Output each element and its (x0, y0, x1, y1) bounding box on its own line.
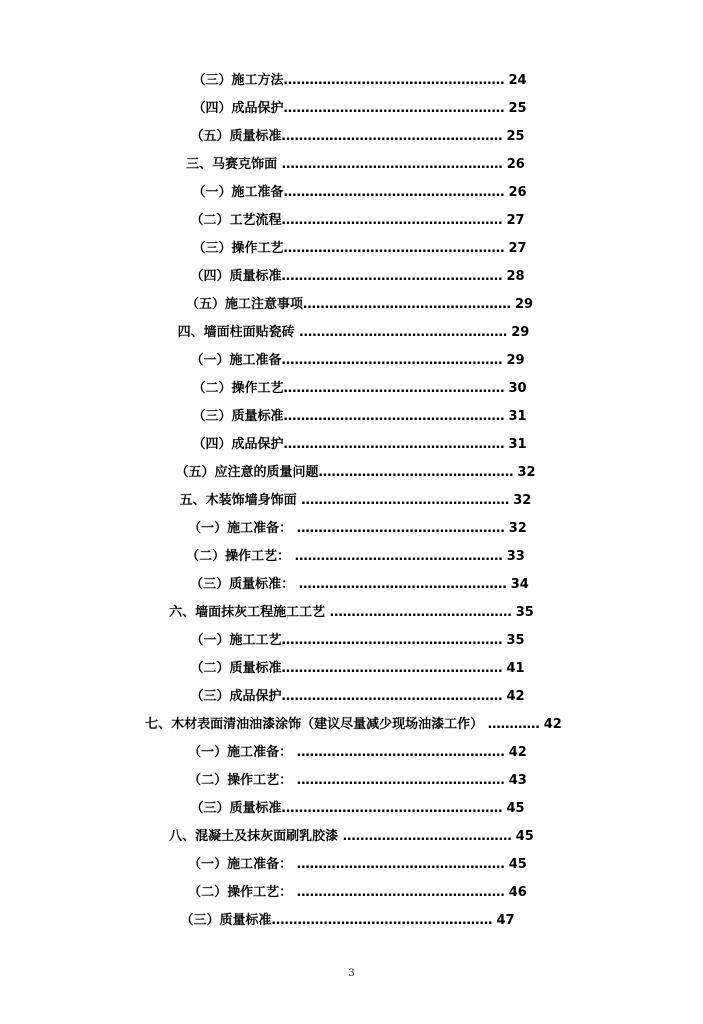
toc-entry[interactable] (0, 571, 703, 599)
toc-entry-title: （二）质量标准 (190, 661, 282, 676)
toc-entry-line (192, 403, 526, 431)
toc-entry-page: 33 (506, 549, 525, 564)
toc-entry-line (190, 123, 524, 151)
toc-entry-leader: …………………………………………… (283, 185, 505, 200)
toc-entry-title: （三）操作工艺 (192, 241, 284, 256)
toc-entry[interactable] (0, 95, 703, 123)
toc-entry-page: 29 (514, 297, 534, 312)
toc-entry-page: 31 (508, 409, 527, 424)
toc-entry[interactable] (0, 599, 703, 627)
toc-entry-line (192, 179, 526, 207)
toc-entry-page: 42 (506, 689, 525, 704)
toc-entry-line (188, 739, 527, 767)
toc-entry[interactable] (0, 347, 703, 375)
toc-entry-page: 42 (543, 717, 562, 732)
toc-entry-page: 30 (508, 381, 527, 396)
toc-entry-leader: …………………………………………… (277, 157, 503, 172)
toc-entry-title: （三）质量标准 (190, 801, 282, 816)
toc-entry-line (186, 151, 525, 179)
toc-entry-page: 32 (513, 493, 532, 508)
toc-entry-title: （三）施工方法 (192, 73, 284, 88)
table-of-contents (0, 67, 703, 935)
toc-entry[interactable] (0, 907, 703, 935)
toc-entry[interactable] (0, 851, 703, 879)
toc-entry-line (192, 95, 526, 123)
toc-entry-title: （三）质量标准 (180, 913, 272, 928)
toc-entry-page: 47 (496, 913, 515, 928)
toc-entry-leader: …………………………………………… (281, 353, 503, 368)
toc-entry-leader: …………………………………………… (281, 689, 503, 704)
toc-entry-title: （二）工艺流程 (190, 213, 282, 228)
toc-entry-line (169, 599, 534, 627)
toc-entry-leader: ………………………………………… (296, 493, 510, 508)
toc-entry-title: （一）施工准备 (192, 185, 284, 200)
toc-entry-page: 25 (506, 129, 525, 144)
toc-entry-leader: ………………………………………… (292, 857, 505, 872)
toc-entry[interactable] (0, 795, 703, 823)
toc-entry[interactable] (0, 123, 703, 151)
toc-entry-title: （一）施工工艺 (190, 633, 282, 648)
toc-entry[interactable] (0, 151, 703, 179)
toc-entry-title: （一）施工准备： (188, 745, 293, 760)
toc-entry-title: （二）操作工艺 (192, 381, 284, 396)
toc-entry-line (192, 67, 526, 95)
toc-entry-line (188, 767, 527, 795)
toc-entry-line (178, 319, 530, 347)
toc-entry-title: 七、木材表面清油油漆涂饰（建议尽量减少现场油漆工作） (145, 717, 484, 732)
toc-entry-title: （三）质量标准 (192, 409, 284, 424)
toc-entry-leader: …………………………………………… (283, 101, 505, 116)
toc-entry-leader: …………………………………………… (283, 73, 505, 88)
toc-entry-leader: ………………………………………… (292, 773, 505, 788)
toc-entry-title: （三）质量标准： (190, 577, 295, 592)
toc-entry[interactable] (0, 207, 703, 235)
toc-entry-title: （五）质量标准 (190, 129, 282, 144)
toc-entry-page: 26 (508, 185, 527, 200)
toc-entry[interactable] (0, 823, 703, 851)
toc-entry-line (190, 347, 524, 375)
toc-entry-page: 27 (508, 241, 527, 256)
toc-entry-line (192, 235, 526, 263)
toc-entry-leader: ………………………………… (338, 829, 512, 844)
toc-entry-line (190, 683, 524, 711)
toc-entry-line (190, 571, 529, 599)
toc-entry-title: （一）施工准备： (188, 857, 293, 872)
toc-entry[interactable] (0, 515, 703, 543)
toc-entry-page: 27 (506, 213, 525, 228)
toc-entry-title: 六、墙面抹灰工程施工工艺 (169, 605, 326, 620)
toc-entry[interactable] (0, 459, 703, 487)
toc-entry-page: 35 (506, 633, 525, 648)
toc-entry-page: 45 (515, 829, 534, 844)
toc-entry-line (180, 487, 532, 515)
toc-entry-leader: …………………………………………… (283, 409, 505, 424)
toc-entry-leader: ………… (483, 717, 540, 732)
toc-entry-page: 32 (517, 465, 536, 480)
toc-entry-line (190, 795, 524, 823)
toc-entry[interactable] (0, 543, 703, 571)
toc-entry-leader: …………………………………………… (281, 801, 503, 816)
toc-entry-line (190, 263, 524, 291)
toc-entry-leader: …………………………………………… (283, 437, 505, 452)
toc-entry-leader: …………………………………………… (283, 381, 505, 396)
toc-entry[interactable] (0, 375, 703, 403)
toc-entry-line (186, 291, 533, 319)
toc-entry[interactable] (0, 711, 703, 739)
toc-entry-title: （四）成品保护 (192, 437, 284, 452)
toc-entry-title: （一）施工准备： (188, 521, 293, 536)
toc-entry-leader: …………………………………………… (281, 213, 503, 228)
toc-entry-page: 42 (508, 745, 527, 760)
toc-entry-leader: ………………………………………… (302, 297, 511, 312)
toc-entry-line (190, 627, 524, 655)
page-number: 3 (348, 968, 355, 979)
toc-entry-line (169, 823, 534, 851)
toc-entry-leader: …………………………………………… (283, 241, 505, 256)
toc-entry-title: （二）操作工艺： (188, 885, 293, 900)
toc-entry-title: 五、木装饰墙身饰面 (179, 493, 297, 508)
toc-entry-page: 31 (508, 437, 527, 452)
toc-entry[interactable] (0, 291, 703, 319)
toc-entry-page: 46 (508, 885, 527, 900)
toc-entry-leader: …………………………………………… (271, 913, 493, 928)
toc-entry-page: 41 (506, 661, 525, 676)
toc-entry[interactable] (0, 487, 703, 515)
toc-entry-page: 25 (508, 101, 527, 116)
toc-entry-title: （五）施工注意事项 (185, 297, 303, 312)
toc-entry[interactable] (0, 67, 703, 95)
toc-entry-line (186, 543, 525, 571)
toc-entry-leader: ………………………………………… (294, 325, 508, 340)
toc-entry[interactable] (0, 627, 703, 655)
toc-entry-title: （一）施工准备 (190, 353, 282, 368)
toc-entry-line (145, 711, 562, 739)
toc-entry-leader: ……………………………………… (318, 465, 514, 480)
toc-entry-page: 32 (508, 521, 527, 536)
toc-entry-page: 26 (506, 157, 525, 172)
toc-entry-line (192, 375, 526, 403)
toc-entry-title: 四、墙面柱面贴瓷砖 (177, 325, 295, 340)
toc-entry-title: （二）操作工艺： (188, 773, 293, 788)
toc-entry-page: 43 (508, 773, 527, 788)
toc-entry-line (188, 851, 527, 879)
toc-entry-leader: ………………………………………… (290, 549, 503, 564)
toc-entry[interactable] (0, 263, 703, 291)
toc-entry[interactable] (0, 655, 703, 683)
toc-entry-page: 24 (508, 73, 527, 88)
toc-entry[interactable] (0, 403, 703, 431)
toc-entry-leader: …………………………………… (325, 605, 512, 620)
toc-entry-leader: ………………………………………… (292, 885, 505, 900)
toc-entry[interactable] (0, 235, 703, 263)
toc-entry-leader: ………………………………………… (294, 577, 507, 592)
toc-entry-line (192, 431, 526, 459)
toc-entry[interactable] (0, 319, 703, 347)
toc-entry-title: 三、马赛克饰面 (186, 157, 278, 172)
toc-entry-title: （四）成品保护 (192, 101, 284, 116)
toc-entry-line (188, 515, 527, 543)
toc-entry-title: （五）应注意的质量问题 (175, 465, 319, 480)
toc-entry-leader: …………………………………………… (281, 661, 503, 676)
toc-entry-line (180, 907, 514, 935)
toc-entry-page: 28 (506, 269, 525, 284)
toc-entry-title: （四）质量标准 (190, 269, 282, 284)
toc-entry[interactable] (0, 767, 703, 795)
toc-entry[interactable] (0, 683, 703, 711)
toc-entry-page: 29 (511, 325, 530, 340)
toc-entry-line (190, 207, 524, 235)
toc-entry-title: （三）成品保护 (190, 689, 282, 704)
toc-entry-line (190, 655, 524, 683)
toc-entry-leader: …………………………………………… (281, 633, 503, 648)
toc-entry-page: 29 (506, 353, 525, 368)
toc-entry[interactable] (0, 179, 703, 207)
toc-entry-page: 35 (515, 605, 534, 620)
toc-entry-leader: ………………………………………… (292, 521, 505, 536)
toc-entry-title: 八、混凝土及抹灰面刷乳胶漆 (169, 829, 339, 844)
toc-entry-page: 34 (510, 577, 529, 592)
toc-entry-leader: …………………………………………… (281, 129, 503, 144)
toc-entry[interactable] (0, 739, 703, 767)
toc-entry[interactable] (0, 431, 703, 459)
toc-entry-title: （二）操作工艺： (186, 549, 291, 564)
toc-entry-line (188, 879, 527, 907)
toc-entry-leader: …………………………………………… (281, 269, 503, 284)
toc-entry-leader: ………………………………………… (292, 745, 505, 760)
toc-entry-line (175, 459, 535, 487)
toc-entry-page: 45 (508, 857, 527, 872)
toc-entry[interactable] (0, 879, 703, 907)
toc-entry-page: 45 (506, 801, 525, 816)
